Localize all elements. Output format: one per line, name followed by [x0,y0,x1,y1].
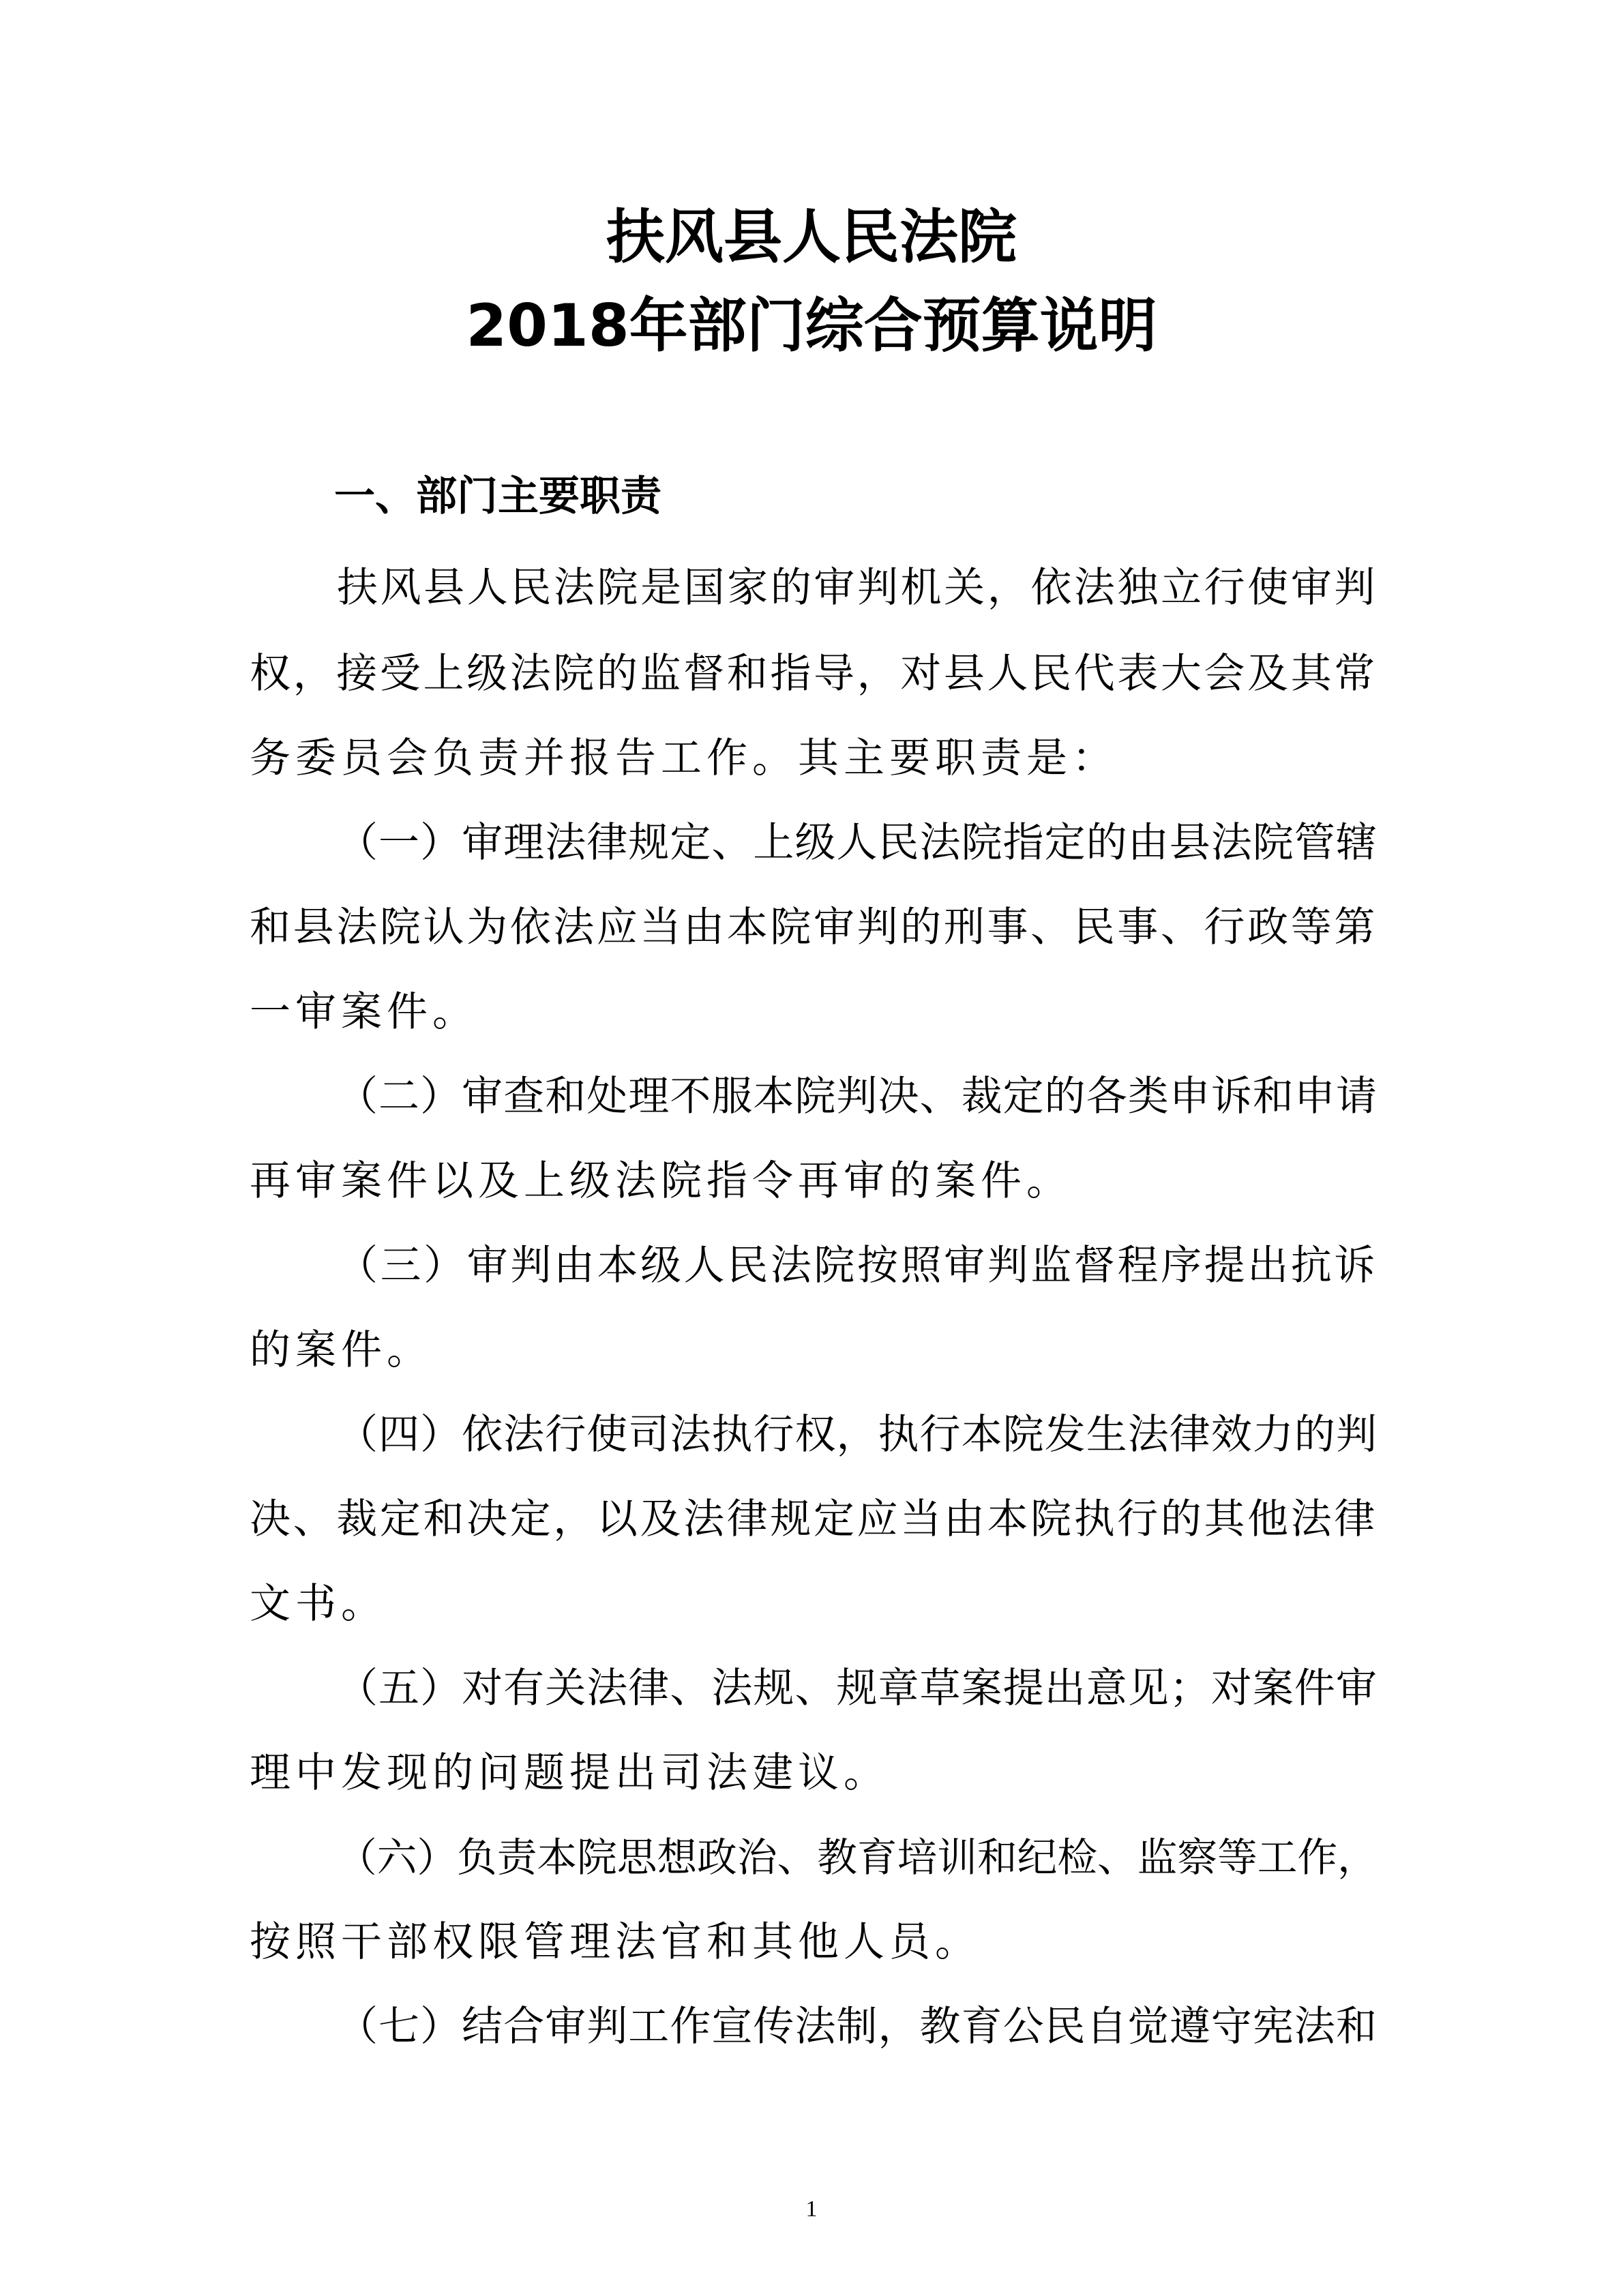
document-title-line2: 2018年部门综合预算说明 [466,292,1157,360]
page-number: 1 [805,2196,818,2222]
item-3-line: （三）审判由本级人民法院按照审判监督程序提出抗诉 [337,1242,1378,1289]
item-7-line: （七）结合审判工作宣传法制，教育公民自觉遵守宪法和 [337,2003,1378,2051]
item-1-line: （一）审理法律规定、上级人民法院指定的由县法院管辖 [337,819,1378,867]
item-4-line: 文书。 [250,1580,387,1628]
document-title-line1: 扶风县人民法院 [606,203,1017,271]
intro-line: 务委员会负责并报告工作。其主要职责是： [250,734,1118,782]
item-6-line: 按照干部权限管理法官和其他人员。 [250,1918,981,1966]
intro-line: 扶风县人民法院是国家的审判机关，依法独立行使审判 [337,564,1378,612]
item-6-line: （六）负责本院思想政治、教育培训和纪检、监察等工作， [337,1834,1378,1881]
item-3-line: 的案件。 [250,1326,432,1374]
item-5-line: （五）对有关法律、法规、规章草案提出意见；对案件审 [337,1665,1378,1712]
item-2-line: 再审案件以及上级法院指令再审的案件。 [250,1157,1072,1205]
item-2-line: （二）审查和处理不服本院判决、裁定的各类申诉和申请 [337,1073,1378,1120]
item-4-line: 决、裁定和决定，以及法律规定应当由本院执行的其他法律 [250,1495,1378,1543]
section-heading: 一、部门主要职责 [334,473,661,520]
item-1-line: 和县法院认为依法应当由本院审判的刑事、民事、行政等第 [250,904,1378,951]
item-4-line: （四）依法行使司法执行权，执行本院发生法律效力的判 [337,1411,1378,1459]
intro-line: 权，接受上级法院的监督和指导，对县人民代表大会及其常 [250,650,1378,698]
item-1-line: 一审案件。 [250,988,478,1036]
item-5-line: 理中发现的问题提出司法建议。 [250,1749,889,1797]
